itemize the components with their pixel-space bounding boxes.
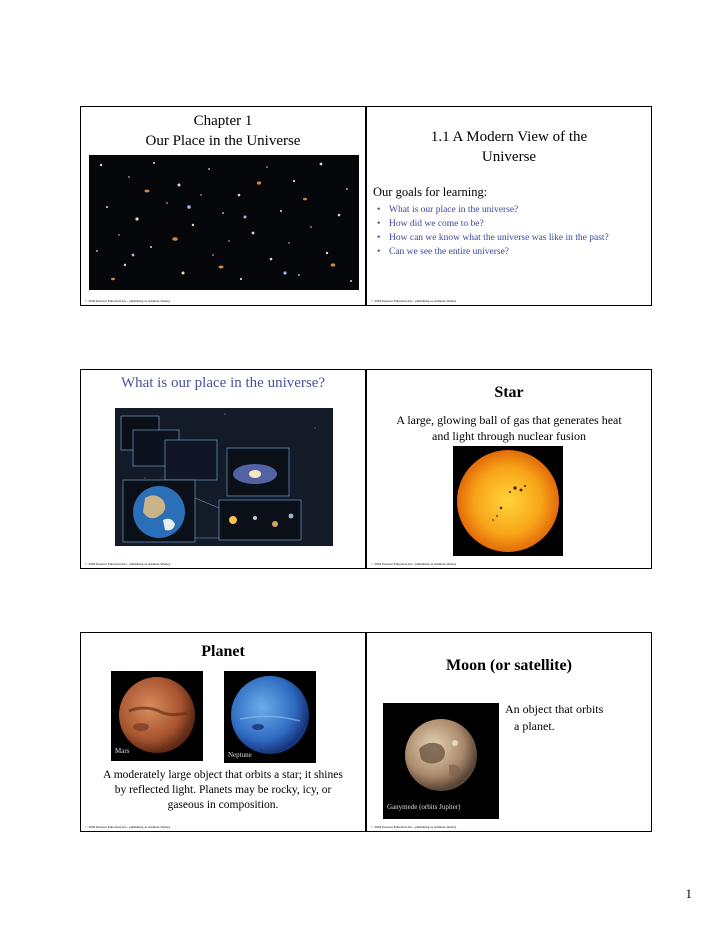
bullet-icon: • — [377, 219, 381, 229]
goal-item — [377, 233, 639, 244]
goal-text: How can we know what the universe was like in the past? — [389, 233, 609, 243]
slide-title: What is our place in the universe? — [120, 375, 326, 391]
bullet-icon: • — [377, 233, 381, 243]
ganymede-image — [383, 703, 499, 819]
planet-definition: A moderately large object that orbits a star; it shines by reflected light. Planets may be rocky, icy, or gaseous in composition. — [103, 769, 343, 811]
slide-moon — [366, 632, 652, 832]
slide-planet — [80, 632, 366, 832]
chapter-number: Chapter 1 — [193, 113, 253, 129]
goal-item — [377, 219, 639, 230]
slide-our-place — [80, 369, 366, 569]
moon-definition — [505, 701, 625, 735]
slide-title: Moon (or satellite) — [446, 657, 572, 674]
cosmic-scale-image — [115, 408, 333, 546]
mars-image — [111, 671, 203, 761]
goal-item — [377, 247, 639, 258]
copyright-footer: © 2004 Pearson Education Inc., publishing as Addison-Wesley — [371, 825, 457, 829]
bullet-icon: • — [377, 205, 381, 215]
bullet-icon: • — [377, 247, 381, 257]
deep-field-image — [89, 155, 359, 290]
neptune-image — [224, 671, 316, 763]
page-number: 1 — [685, 886, 692, 901]
mars-label: Mars — [115, 747, 130, 755]
neptune-label: Neptune — [228, 751, 252, 759]
slide-chapter-title — [80, 106, 366, 306]
star-definition — [367, 412, 651, 444]
goals-heading: Our goals for learning: — [373, 185, 488, 199]
chapter-name: Our Place in the Universe — [145, 133, 301, 149]
goals-list — [377, 205, 639, 261]
chapter-title — [81, 111, 365, 151]
copyright-footer: © 2004 Pearson Education Inc., publishing as Addison-Wesley — [371, 562, 457, 566]
star-definition-line1: A large, glowing ball of gas that generates heat — [396, 413, 622, 427]
goal-text: How did we come to be? — [389, 219, 484, 229]
section-title-line2: Universe — [481, 149, 537, 165]
copyright-footer: © 2004 Pearson Education Inc., publishing as Addison-Wesley — [85, 562, 171, 566]
moon-definition-line2: a planet. — [514, 719, 555, 733]
section-title-line1: 1.1 A Modern View of the — [430, 129, 588, 145]
slide-star — [366, 369, 652, 569]
slide-title: Star — [494, 384, 524, 401]
goal-item — [377, 205, 639, 216]
copyright-footer: © 2004 Pearson Education Inc., publishing as Addison-Wesley — [371, 299, 457, 303]
sun-image — [453, 446, 563, 556]
goal-text: Can we see the entire universe? — [389, 247, 510, 257]
slide-title: Planet — [201, 643, 245, 660]
copyright-footer: © 2004 Pearson Education Inc., publishing as Addison-Wesley — [85, 825, 171, 829]
copyright-footer: © 2004 Pearson Education Inc., publishing as Addison-Wesley — [85, 299, 171, 303]
moon-definition-line1: An object that orbits — [505, 702, 604, 716]
star-definition-line2: and light through nuclear fusion — [432, 429, 586, 443]
goal-text: What is our place in the universe? — [389, 205, 519, 215]
ganymede-caption: Ganymede (orbits Jupiter) — [387, 803, 461, 811]
section-title — [367, 127, 651, 167]
slide-modern-view — [366, 106, 652, 306]
